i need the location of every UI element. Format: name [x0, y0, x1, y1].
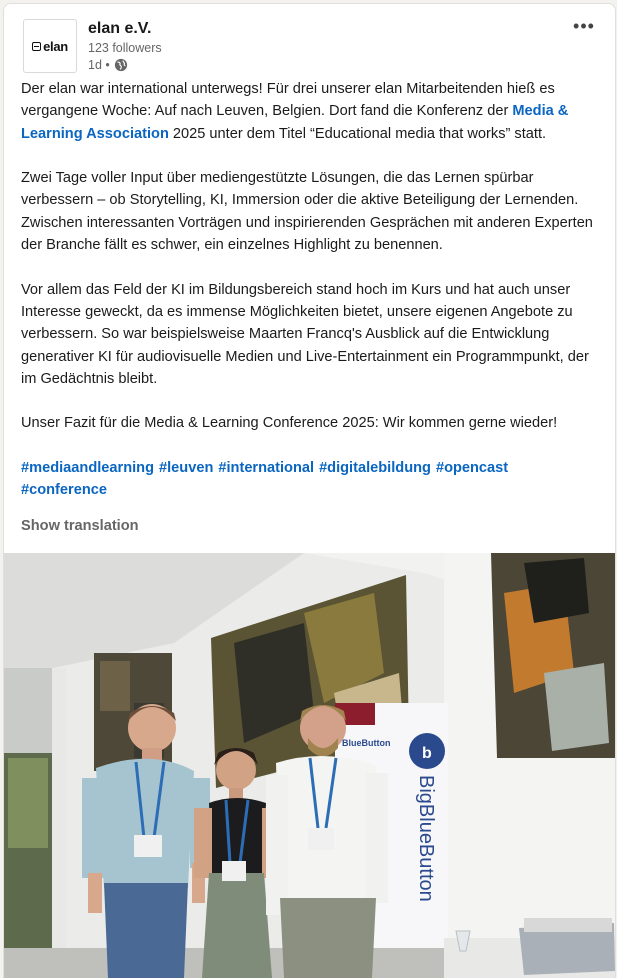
banner-logo-letter: b — [422, 745, 432, 762]
post-photo[interactable] — [4, 553, 615, 978]
hashtag[interactable]: #mediaandlearning — [21, 460, 155, 477]
more-options-button[interactable] — [570, 16, 598, 36]
hashtag-list — [21, 457, 599, 502]
hashtag[interactable]: #international — [218, 460, 315, 477]
post-meta — [88, 58, 128, 72]
paragraph-1: Der elan war international unterwegs! Für drei unserer elan Mitarbeitenden hieß es vergangene Woche: Auf nach Leuven, Belgien. Dort fand die Konferenz der Media & Learning Association 2025 unter dem Titel “Educational media that works” statt. — [21, 81, 569, 142]
banner-brand: BigBlueButton — [415, 775, 437, 902]
mention-link[interactable]: Media & Learning Association — [21, 103, 569, 142]
conference-photo — [4, 553, 615, 978]
more-horizontal-icon: ••• — [573, 16, 595, 36]
logo-text: elan — [43, 38, 68, 54]
paragraph-2: Zwei Tage voller Input über mediengestützte Lösungen, die das Lernen spürbar verbessern – ob Storytelling, KI, Immersion oder die aktive Beteiligung der Lernenden. Zwischen interessanten Vorträgen und inspirierenden Gesprächen mit anderen Experten der Branche fällt es schwer, ein einzelnes Highlight zu benennen. — [21, 170, 593, 254]
show-translation-button[interactable]: Show translation — [21, 518, 139, 534]
paragraph-3: Vor allem das Feld der KI im Bildungsbereich stand hoch im Kurs und hat auch unser Interesse geweckt, da es immense Möglichkeiten bietet, unsere eigenen Angebote zu verbessern. So war beispielsweise Maarten Francq's Ausblick auf die Entwicklung generativer KI für audiovisuelle Medien und Live-Entertainment ein Programmpunkt, der im Gedächtnis bleibt. — [21, 281, 589, 387]
author-name[interactable]: elan e.V. — [88, 20, 152, 37]
post-header — [4, 4, 615, 84]
follower-count: 123 followers — [88, 41, 162, 55]
globe-icon — [114, 58, 128, 72]
elan-logo-mark-icon — [32, 42, 41, 51]
hashtag[interactable]: #conference — [21, 482, 107, 499]
paragraph-4: Unser Fazit für die Media & Learning Conference 2025: Wir kommen gerne wieder! — [21, 415, 558, 432]
hashtag[interactable]: #opencast — [435, 460, 509, 477]
company-logo[interactable] — [23, 19, 77, 73]
post-card — [3, 3, 616, 978]
hashtag[interactable]: #digitalebildung — [319, 460, 431, 477]
banner-small-title: BlueButton — [342, 738, 391, 748]
hashtag[interactable]: #leuven — [159, 460, 214, 477]
post-text — [21, 78, 599, 502]
post-time: 1d • — [88, 58, 110, 72]
